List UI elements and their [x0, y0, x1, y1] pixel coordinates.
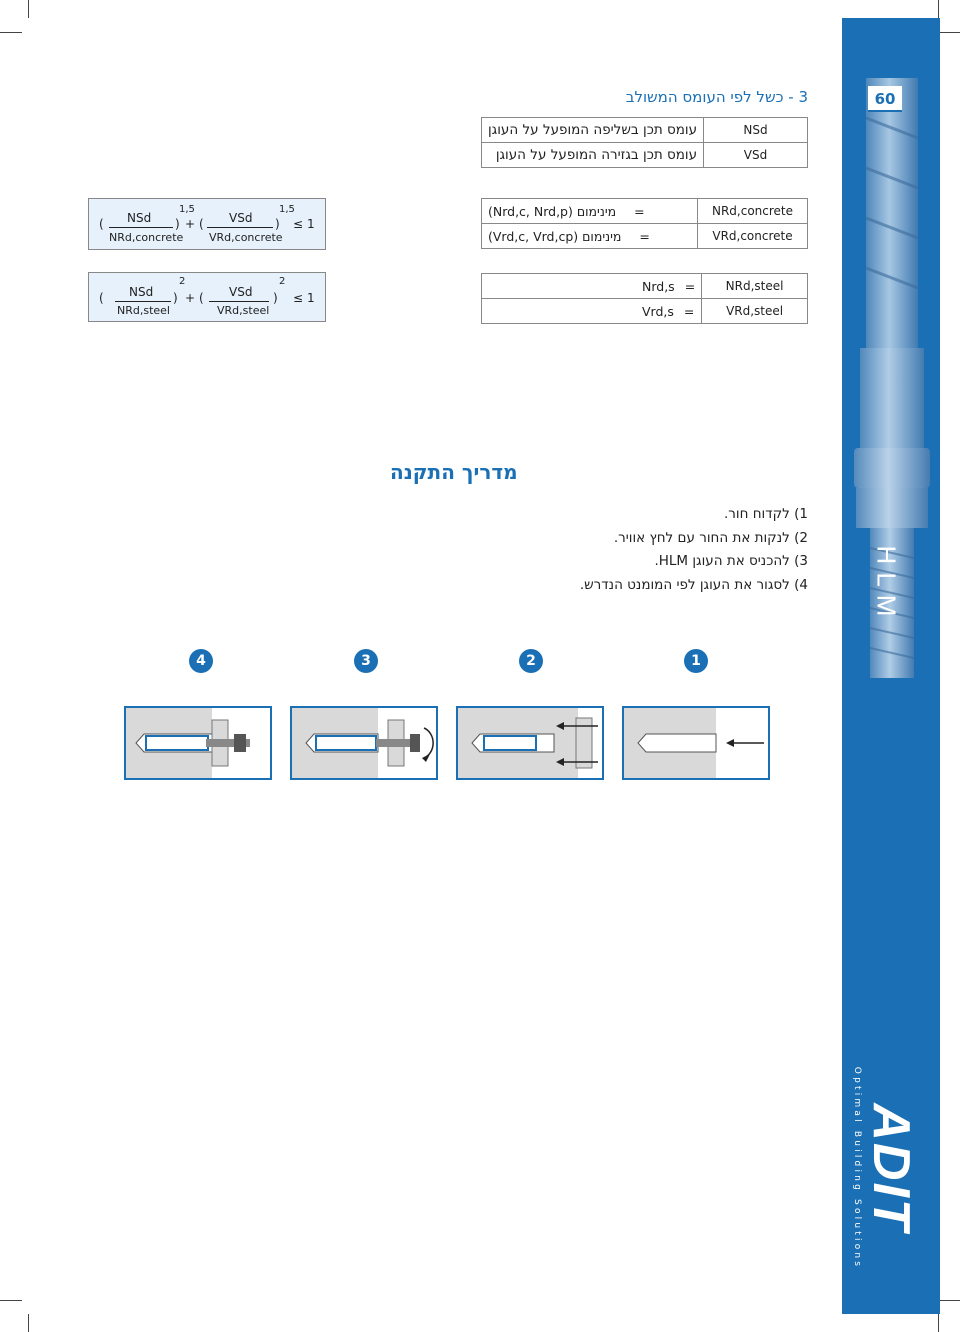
- loads-table: [481, 117, 808, 168]
- denominator: NRd,steel: [117, 304, 170, 317]
- list-item: 4) לסגור את העוגן לפי המומנט הנדרש.: [579, 576, 808, 593]
- step-badge: 1: [684, 649, 708, 673]
- table-row: [482, 299, 808, 324]
- fraction-bar: [207, 227, 273, 228]
- exponent: 2: [179, 276, 186, 287]
- section-title: 3 - כשל לפי העומס המשולב: [625, 88, 808, 106]
- resistance-formula: (Vrd,c, Vrd,cp) מינימום =: [482, 224, 698, 249]
- leq-sign: ≤: [293, 291, 304, 305]
- fraction-bar: [115, 301, 171, 302]
- steel-resistance-table: [481, 273, 808, 324]
- fraction-bar: [209, 301, 269, 302]
- numerator: NSd: [129, 285, 154, 299]
- numerator: NSd: [127, 211, 152, 225]
- table-row: [482, 274, 808, 299]
- resistance-symbol: NRd,concrete: [698, 199, 808, 224]
- crop-mark: [938, 0, 939, 18]
- resistance-formula: Nrd,s =: [482, 274, 702, 299]
- resistance-symbol: NRd,steel: [702, 274, 808, 299]
- denominator: VRd,concrete: [209, 231, 283, 244]
- crop-mark: [938, 1300, 960, 1301]
- install-steps: [580, 503, 808, 597]
- plus-sign: +: [185, 291, 196, 305]
- table-row: [482, 118, 808, 143]
- table-row: [482, 224, 808, 249]
- load-desc: עומס תכן בגזירה המופעל על העוגן: [482, 143, 704, 168]
- step-2-illustration: [456, 706, 604, 780]
- one: 1: [307, 291, 315, 305]
- list-item: 3) להכניס את העוגן HLM.: [654, 553, 808, 569]
- crop-mark: [28, 1314, 29, 1332]
- load-desc: עומס תכן בשליפה המופעל על העוגן: [482, 118, 704, 143]
- resistance-formula: (Nrd,c, Nrd,p) מינימום =: [482, 199, 698, 224]
- list-item: 1) לקדוח חור.: [724, 506, 808, 522]
- paren: ): [275, 217, 280, 231]
- load-symbol: VSd: [704, 143, 808, 168]
- denominator: VRd,steel: [217, 304, 270, 317]
- brand-logo: ADIT: [862, 1103, 920, 1233]
- exponent: 1,5: [179, 204, 195, 215]
- crop-mark: [28, 0, 29, 18]
- plus-sign: +: [185, 217, 196, 231]
- step-badge: 2: [519, 649, 543, 673]
- crop-mark: [0, 32, 22, 33]
- step-3-illustration: [290, 706, 438, 780]
- crop-mark: [938, 1314, 939, 1332]
- numerator: VSd: [229, 285, 253, 299]
- crop-mark: [0, 1300, 22, 1301]
- paren: (: [99, 291, 104, 305]
- exponent: 1,5: [279, 204, 295, 215]
- page-number: 60: [868, 86, 902, 112]
- resistance-symbol: VRd,concrete: [698, 224, 808, 249]
- one: 1: [307, 217, 315, 231]
- denominator: NRd,concrete: [109, 231, 184, 244]
- drill-hole-drawing: [624, 708, 768, 778]
- insert-anchor-drawing: [292, 708, 436, 778]
- table-row: [482, 199, 808, 224]
- exponent: 2: [279, 276, 286, 287]
- resistance-formula: Vrd,s =: [482, 299, 702, 324]
- formula-concrete: [88, 198, 326, 250]
- numerator: VSd: [229, 211, 253, 225]
- resistance-symbol: VRd,steel: [702, 299, 808, 324]
- install-title: מדריך התקנה: [390, 460, 518, 484]
- paren: (: [199, 217, 204, 231]
- leq-sign: ≤: [293, 217, 304, 231]
- formula-steel: [88, 272, 326, 322]
- concrete-resistance-table: [481, 198, 808, 249]
- paren: ): [175, 217, 180, 231]
- brand-tagline: Optimal Building Solutions: [852, 1066, 862, 1270]
- step-badge: 4: [189, 649, 213, 673]
- fraction-bar: [109, 227, 173, 228]
- product-code: HLM: [871, 545, 902, 625]
- step-badge: 3: [354, 649, 378, 673]
- list-item: 2) לנקות את החור עם לחץ אוויר.: [613, 529, 808, 546]
- tighten-anchor-drawing: [126, 708, 270, 778]
- paren: ): [273, 291, 278, 305]
- paren: (: [199, 291, 204, 305]
- table-row: [482, 143, 808, 168]
- step-4-illustration: [124, 706, 272, 780]
- paren: (: [99, 217, 104, 231]
- crop-mark: [938, 32, 960, 33]
- clean-hole-drawing: [458, 708, 602, 778]
- load-symbol: NSd: [704, 118, 808, 143]
- paren: ): [173, 291, 178, 305]
- step-1-illustration: [622, 706, 770, 780]
